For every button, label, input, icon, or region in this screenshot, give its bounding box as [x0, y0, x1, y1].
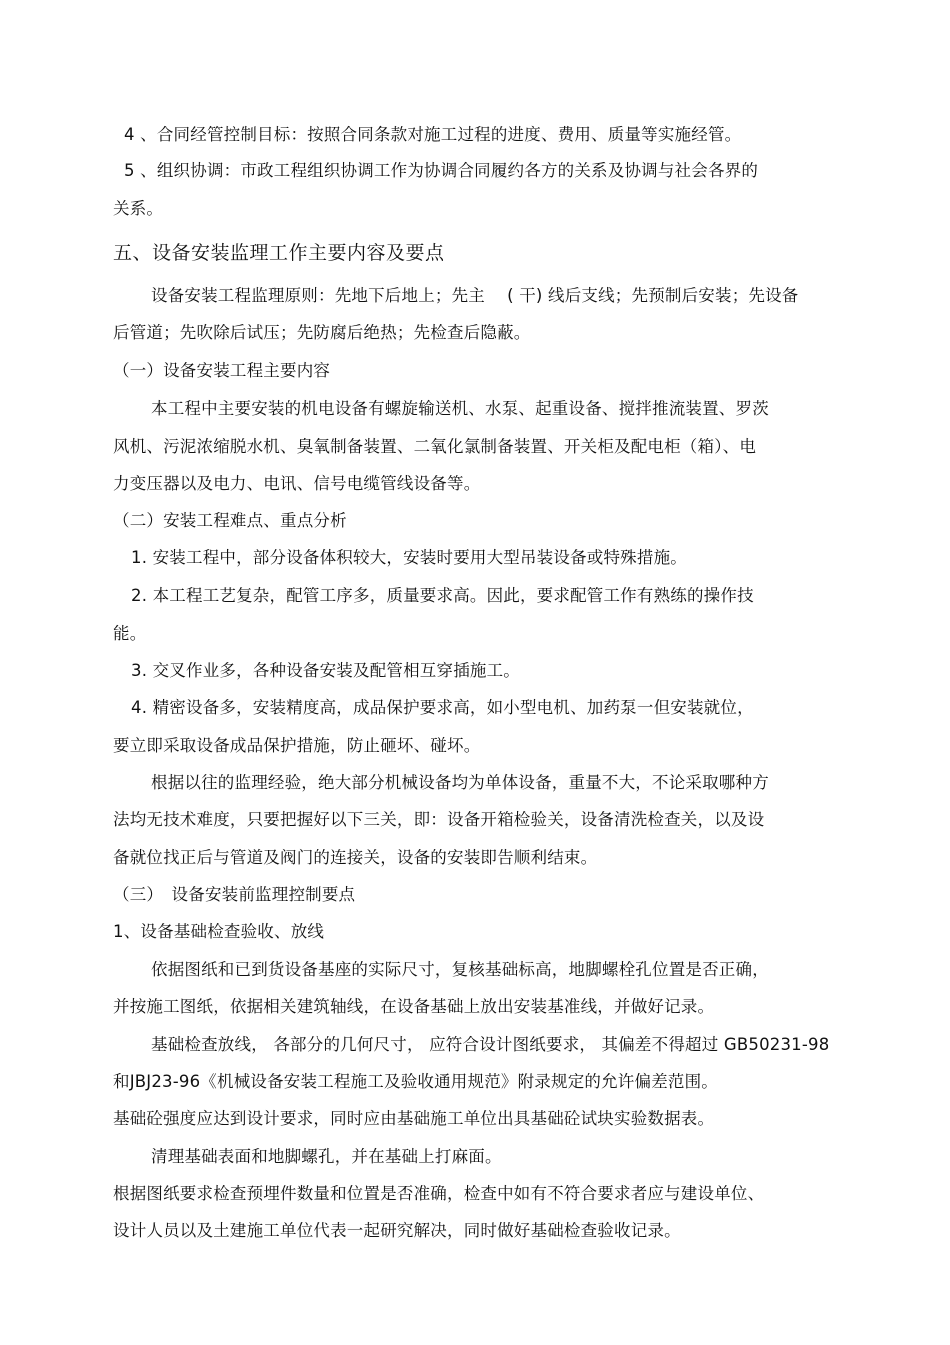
- list-item-1: 1. 安装工程中，部分设备体积较大，安装时要用大型吊装设备或特殊措施。: [131, 548, 687, 567]
- paragraph-experience: 根据以往的监理经验，绝大部分机械设备均为单体设备，重量不大，不论采取哪种方: [151, 773, 769, 792]
- paragraph-principles-cont: 后管道；先吹除后试压；先防腐后绝热；先检查后隐蔽。: [113, 323, 531, 342]
- list-item-2-cont: 能。: [113, 624, 147, 643]
- paragraph-contract-management: 4 、合同经管控制目标：按照合同条款对施工过程的进度、费用、质量等实施经管。: [124, 125, 742, 144]
- list-item-4: 4. 精密设备多，安装精度高，成品保护要求高，如小型电机、加药泵一但安装就位，: [131, 698, 754, 717]
- paragraph-embedded-parts-cont: 设计人员以及土建施工单位代表一起研究解决，同时做好基础检查验收记录。: [113, 1221, 681, 1240]
- paragraph-clean-surface: 清理基础表面和地脚螺孔，并在基础上打麻面。: [151, 1147, 502, 1166]
- paragraph-principles: 设备安装工程监理原则：先地下后地上；先主 ( 干) 线后支线；先预制后安装；先设备: [151, 286, 799, 305]
- paragraph-layout-check-cont: 和JBJ23-96《机械设备安装工程施工及验收通用规范》附录规定的允许偏差范围。: [113, 1072, 718, 1091]
- paragraph-embedded-parts: 根据图纸要求检查预埋件数量和位置是否准确，检查中如有不符合要求者应与建设单位、: [113, 1184, 765, 1203]
- section-heading-five: 五、设备安装监理工作主要内容及要点: [113, 242, 445, 264]
- paragraph-experience-cont1: 法均无技术难度，只要把握好以下三关，即：设备开箱检验关，设备清洗检查关，以及设: [113, 810, 765, 829]
- paragraph-organization-coordination-cont: 关系。: [113, 199, 164, 218]
- paragraph-organization-coordination: 5 、组织协调：市政工程组织协调工作为协调合同履约各方的关系及协调与社会各界的: [124, 161, 759, 180]
- paragraph-layout-check: 基础检查放线， 各部分的几何尺寸， 应符合设计图纸要求， 其偏差不得超过 GB50231-98: [151, 1035, 830, 1054]
- subheading-two: （二）安装工程难点、重点分析: [113, 511, 347, 530]
- paragraph-main-equipment-cont2: 力变压器以及电力、电讯、信号电缆管线设备等。: [113, 474, 481, 493]
- subheading-foundation-check: 1、设备基础检查验收、放线: [113, 922, 325, 941]
- list-item-4-cont: 要立即采取设备成品保护措施，防止砸坏、碰坏。: [113, 736, 481, 755]
- paragraph-foundation-cont: 并按施工图纸，依据相关建筑轴线，在设备基础上放出安装基准线，并做好记录。: [113, 997, 715, 1016]
- subheading-one: （一）设备安装工程主要内容: [113, 361, 331, 380]
- paragraph-concrete-strength: 基础砼强度应达到设计要求，同时应由基础施工单位出具基础砼试块实验数据表。: [113, 1109, 715, 1128]
- subheading-three: （三） 设备安装前监理控制要点: [113, 885, 356, 904]
- paragraph-foundation: 依据图纸和已到货设备基座的实际尺寸，复核基础标高，地脚螺栓孔位置是否正确，: [151, 960, 769, 979]
- list-item-3: 3. 交叉作业多，各种设备安装及配管相互穿插施工。: [131, 661, 520, 680]
- list-item-2: 2. 本工程工艺复杂，配管工序多，质量要求高。因此，要求配管工作有熟练的操作技: [131, 586, 754, 605]
- paragraph-main-equipment-cont1: 风机、污泥浓缩脱水机、臭氧制备装置、二氧化氯制备装置、开关柜及配电柜（箱）、电: [113, 437, 757, 456]
- paragraph-main-equipment: 本工程中主要安装的机电设备有螺旋输送机、水泵、起重设备、搅拌推流装置、罗茨: [151, 399, 769, 418]
- paragraph-experience-cont2: 备就位找正后与管道及阀门的连接关，设备的安装即告顺利结束。: [113, 848, 598, 867]
